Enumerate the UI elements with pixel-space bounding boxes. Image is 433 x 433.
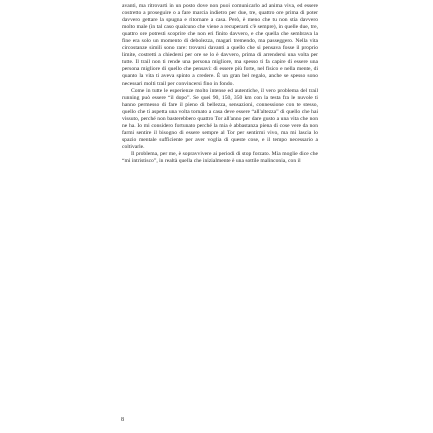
- paragraph-3: Il problema, per me, è sopravvivere ai periodi di stop forzato. Mia moglie dice che “mi intristisco”, in realtà quella che inizialmente è una sottile malinconia, con il: [122, 150, 318, 165]
- paragraph-1: avanti, ma ritrovarti in un posto dove non puoi comunicarlo ad anima viva, ed essere costretto a proseguire o a fare marcia indietro per due, tre, quattro ore prima di poter davvero gettare la spugna e ritornare a casa. Però, è meno che tu non stia davvero molto male (in tal caso qualcuno che viene a recuperarti c'è sempre), in quelle due, tre, quattro ore potresti scoprire che non eri finito davvero, e che quella che sembrava la fine era solo un momento di debolezza, magari tremendo, ma passeggero. Nella vita circostanze simili sono rare: trovarsi davanti a quello che si pensava fosse il proprio limite, costretti a chiedersi per ore se lo è davvero, prima di arrendersi una volta per tutte. Il trail non ti rende una persona migliore, ma spesso ti fa capire di essere una persona migliore di quello che pensavi: di essere più forte, nel fisico e nella mente, di quanto la vita ti aveva spinto a credere. È un gran bel regalo, anche se spesso sono necessari molti trail per convincersi fino in fondo.: [122, 3, 318, 87]
- page-number: 8: [121, 417, 124, 423]
- body-text: [122, 3, 318, 165]
- paragraph-2: Come in tutte le esperienze molto intense ed autentiche, il vero problema del trail running può essere “il dopo”. Se quei 90, 150, 350 km con la testa fra le nuvole ti hanno permesso di fare il pieno di bellezza, sensazioni, connessione con te stesso, quello che ti aspetta una volta tornato a casa deve essere “all'altezza” di quello che hai vissuto, perché non basterebbero quattro Tor all'anno per dare gusto a una vita che non ne ha. Io mi considero fortunato perché la mia è abbastanza piena di cose vere da non farmi sentire il bisogno di essere sempre al Tor per sentirmi vivo, ma mi lascia lo spazio mentale sufficiente per aver voglia di queste cose, e il tempo necessario a coltivarle.: [122, 87, 318, 150]
